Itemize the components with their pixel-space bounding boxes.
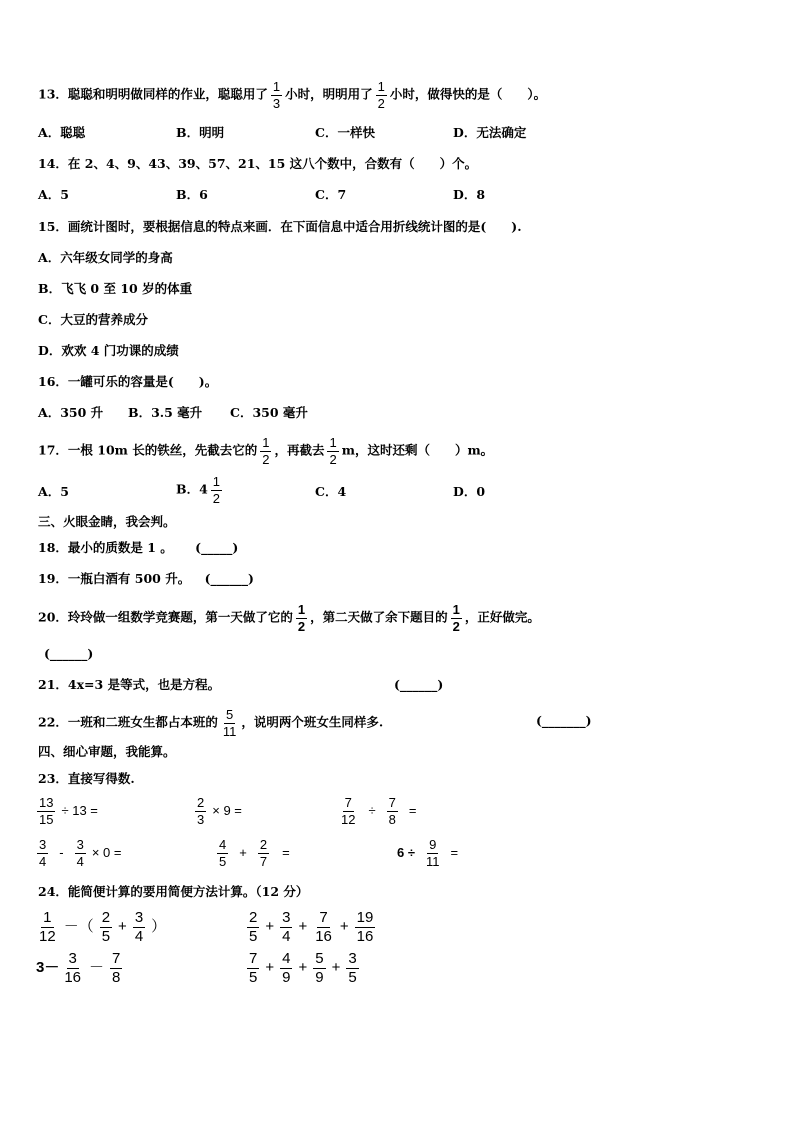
question-19 [38,573,254,586]
numerator: 5 [226,707,234,722]
q24-calc-2: $\frac{2}{5}$ + $\frac{3}{4}$ + $\frac{7}{16}$ + $\frac{19}{16}$ [249,909,374,945]
fraction: $\frac{4}{9}$ [282,950,291,986]
fraction: $\frac{3}{5}$ [348,950,357,986]
fraction [271,80,282,110]
q17-option-c[interactable]: C．4 [315,484,347,499]
q14-option-b[interactable]: B．6 [176,187,208,202]
answer-blank[interactable]: (______) [44,646,94,661]
question-14: 14．在 2、4、9、43、39、57、21、15 这八个数中，合数有（ ）个。 [38,156,478,171]
section-3-heading: 三、火眼金睛，我会判。 [38,514,176,529]
denominator: 3 [272,95,281,111]
fraction: $\frac{4}{5}$ [219,837,227,869]
fraction [451,603,462,633]
q17-option-b[interactable] [176,475,225,505]
fraction: $\frac{7}{8}$ [112,950,121,986]
numerator: 1 [212,474,220,489]
q17-option-a[interactable]: A．5 [38,484,69,499]
q13-option-a[interactable]: A．聪聪 [38,125,86,140]
answer-blank[interactable]: (_______) [536,713,592,728]
q24-title: 24．能简便计算的要用简便方法计算。（12 分） [38,884,309,899]
q20-text-mid: ，第二天做了余下题目的 [310,609,448,625]
fraction: $\frac{3}{4}$ [282,909,291,945]
fraction: $\frac{1}{12}$ [39,909,56,945]
q16-option-b[interactable]: B．3.5 毫升 [128,405,203,420]
q23-expression-1: $\frac{13}{15}$ ÷ 13 = [39,795,98,827]
fraction: $\frac{3}{4}$ [39,837,47,869]
question-15: 15．画统计图时，要根据信息的特点来画．在下面信息中适合用折线统计图的是( ). [38,219,522,234]
fraction: $\frac{2}{5}$ [249,909,258,945]
q17-text-mid: ，再截去 [274,442,325,458]
answer-blank[interactable]: (______) [204,571,254,586]
q17-text-pre: 17．一根 10m 长的铁丝，先截去它的 [38,442,258,458]
q15-option-d[interactable]: D．欢欢 4 门功课的成绩 [38,343,179,358]
q17-text-post: m，这时还剩（ ）m。 [341,442,494,458]
q22-text-post: ，说明两个班女生同样多. [241,714,384,730]
fraction: $\frac{13}{15}$ [39,795,54,827]
fraction: $\frac{3}{4}$ [76,837,84,869]
numerator: 1 [272,79,281,94]
denominator: 2 [212,490,220,506]
numerator: 1 [452,602,460,617]
fraction [327,436,338,466]
fraction [260,436,271,466]
q13-text-mid: 小时，明明用了 [285,86,373,102]
fraction: $\frac{7}{5}$ [249,950,258,986]
q14-option-a[interactable]: A．5 [38,187,69,202]
q23-expression-2: $\frac{2}{3}$ × 9 = [197,795,242,827]
q15-option-c[interactable]: C．大豆的营养成分 [38,312,148,327]
q16-option-c[interactable]: C．350 毫升 [230,405,308,420]
q14-option-c[interactable]: C．7 [315,187,347,202]
q24-calc-4: $\frac{7}{5}$ + $\frac{4}{9}$ + $\frac{5}{9}$ + $\frac{3}{5}$ [249,950,357,986]
q13-option-d[interactable]: D．无法确定 [453,125,527,140]
answer-blank[interactable]: (_____) [195,540,239,555]
q24-calc-1: $\frac{1}{12}$ －（ $\frac{2}{5}$ + $\frac{3}{4}$ ） [39,909,167,945]
numerator: 1 [297,602,306,617]
fraction: $\frac{19}{16}$ [356,909,374,945]
question-21: 21．4x=3 是等式，也是方程。 [38,677,221,692]
fraction: $\frac{3}{4}$ [134,909,144,945]
q19-text: 19．一瓶白酒有 500 升。 [38,571,191,586]
q15-option-b[interactable]: B．飞飞 0 至 10 岁的体重 [38,281,193,296]
fraction: $\frac{2}{5}$ [101,909,111,945]
q13-text-pre: 13．聪聪和明明做同样的作业，聪聪用了 [38,86,268,102]
fraction [376,80,387,110]
fraction: $\frac{3}{16}$ [64,950,82,986]
fraction: $\frac{2}{3}$ [197,795,205,827]
denominator: 2 [297,618,306,634]
denominator: 2 [377,95,385,111]
q13-text-post: 小时，做得快的是（ ）。 [389,86,547,102]
denominator: 2 [329,451,337,467]
fraction: $\frac{5}{9}$ [315,950,324,986]
fraction [211,475,222,505]
answer-blank[interactable]: (______) [394,677,444,692]
question-16: 16．一罐可乐的容量是( )。 [38,374,218,389]
question-22 [38,708,383,738]
q18-text: 18．最小的质数是 1 。 [38,540,173,555]
q17-option-d[interactable]: D．0 [453,484,486,499]
fraction: $\frac{7}{12}$ [341,795,356,827]
q17-option-b-label: B．4 [176,481,208,497]
q23-expression-3: $\frac{7}{12}$ ÷ $\frac{7}{8}$ = [341,795,417,827]
q23-expression-4: $\frac{3}{4}$ - $\frac{3}{4}$ × 0 = [39,837,122,869]
section-4-heading: 四、细心审题，我能算。 [38,744,176,759]
fraction: $\frac{9}{11}$ [425,837,440,869]
fraction: $\frac{7}{16}$ [315,909,332,945]
numerator: 1 [377,79,385,94]
q23-expression-5: $\frac{4}{5}$ + $\frac{2}{7}$ = [219,837,290,869]
q23-title: 23．直接写得数. [38,771,135,786]
q15-option-a[interactable]: A．六年级女同学的身高 [38,250,173,265]
fraction: $\frac{2}{7}$ [259,837,268,869]
question-18 [38,542,238,555]
question-17 [38,436,493,466]
fraction [296,603,307,633]
q20-text-pre: 20．玲玲做一组数学竞赛题，第一天做了它的 [38,609,293,625]
denominator: 2 [262,451,270,467]
q13-option-b[interactable]: B．明明 [176,125,225,140]
question-20 [38,603,540,633]
fraction: $\frac{7}{8}$ [388,795,396,827]
numerator: 1 [329,435,337,450]
question-13 [38,80,546,110]
denominator: 2 [452,618,460,634]
q14-option-d[interactable]: D．8 [453,187,486,202]
q20-text-post: ，正好做完。 [464,609,540,625]
q22-text-pre: 22．一班和二班女生都占本班的 [38,714,218,730]
fraction [221,708,239,738]
denominator: 11 [222,723,237,739]
q24-calc-3: 3－ $\frac{3}{16}$ － $\frac{7}{8}$ [36,950,121,986]
numerator: 1 [262,435,270,450]
q13-option-c[interactable]: C．一样快 [315,125,375,140]
q23-expression-6: 6 ÷ $\frac{9}{11}$ = [397,837,459,869]
q16-option-a[interactable]: A．350 升 [38,405,104,420]
